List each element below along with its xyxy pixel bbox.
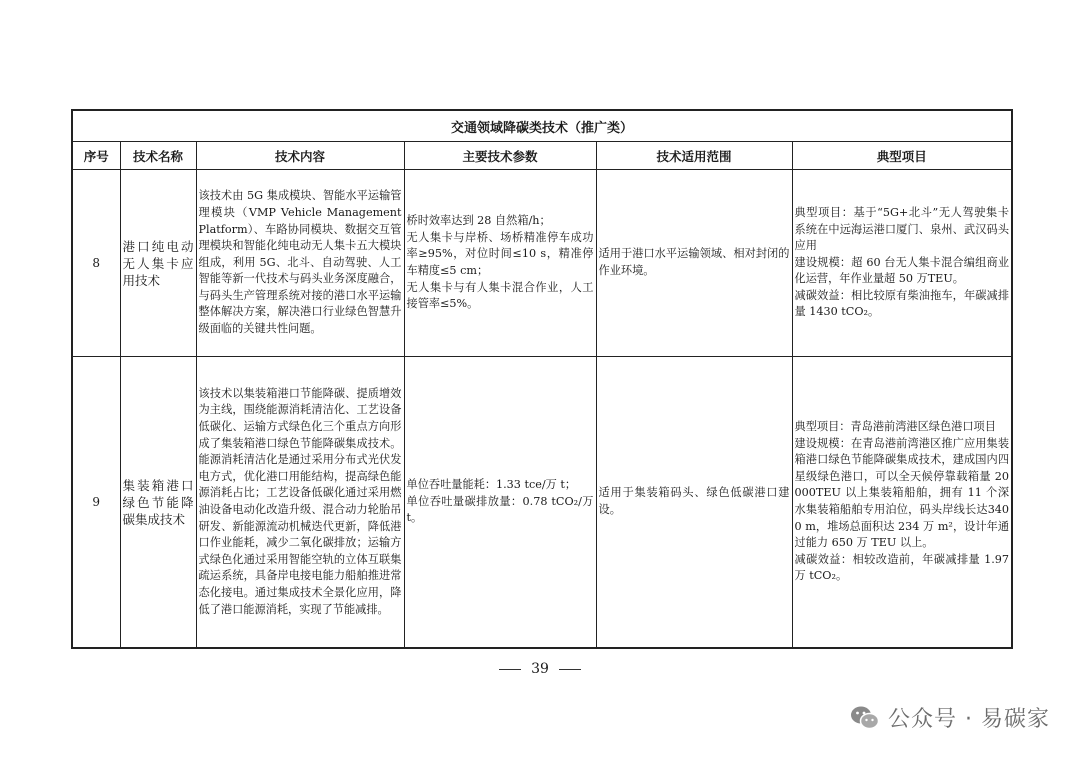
- dash-left: [499, 669, 521, 670]
- project-line: 建设规模：超 60 台无人集卡混合编组商业化运营，年作业量超 50 万TEU。: [794, 255, 1010, 286]
- project-line: 减碳效益：相比较原有柴油拖车，年碳减排量 1430 tCO₂。: [794, 288, 1010, 319]
- typical-project: [792, 357, 1012, 649]
- tech-scope: 适用于集装箱码头、绿色低碳港口建设。: [596, 357, 792, 649]
- header-scope: 技术适用范围: [596, 142, 792, 170]
- row-number: 8: [72, 170, 120, 357]
- param-line: 无人集卡与有人集卡混合作业，人工接管率≤5%。: [406, 280, 594, 311]
- tech-params: [404, 170, 596, 357]
- param-line: 单位吞吐量碳排放量：0.78 tCO₂/万 t。: [406, 494, 594, 525]
- header-content: 技术内容: [196, 142, 404, 170]
- tech-content: 该技术以集装箱港口节能降碳、提质增效为主线，围绕能源消耗清洁化、工艺设备低碳化、运输方式绿色化三个重点方向形成了集装箱港口绿色节能降碳集成技术。能源消耗清洁化是通过采用分布式光伏发电方式，优化港口用能结构，提高绿色能源消耗占比；工艺设备低碳化通过采用燃油设备电动化改造升级、混合动力轮胎吊研发、新能源流动机械迭代更新，降低港口作业能耗，减少二氧化碳排放；运输方式绿色化通过采用智能空轨的立体互联集疏运系统，具备岸电接电能力船舶推进常态化接电。通过集成技术全景化应用，降低了港口能源消耗，实现了节能减排。: [196, 357, 404, 649]
- project-line: 典型项目：基于“5G+北斗”无人驾驶集卡系统在中远海运港口厦门、泉州、武汉码头应用: [794, 205, 1010, 253]
- tech-name: 港口纯电动无人集卡应用技术: [120, 170, 196, 357]
- typical-project: [792, 170, 1012, 357]
- header-project: 典型项目: [792, 142, 1012, 170]
- param-line: 桥时效率达到 28 自然箱/h；: [406, 214, 551, 228]
- header-name: 技术名称: [120, 142, 196, 170]
- watermark-text: 公众号 · 易碳家: [888, 707, 1050, 732]
- row-number: 9: [72, 357, 120, 649]
- tech-params: [404, 357, 596, 649]
- dash-right: [559, 669, 581, 670]
- project-line: 典型项目：青岛港前湾港区绿色港口项目: [794, 420, 996, 434]
- page-number: [0, 661, 1080, 677]
- header-params: 主要技术参数: [404, 142, 596, 170]
- wechat-icon: [850, 705, 880, 731]
- tech-name: 集装箱港口绿色节能降碳集成技术: [120, 357, 196, 649]
- table-title: 交通领域降碳类技术（推广类）: [72, 110, 1012, 142]
- table-row: [72, 357, 1012, 649]
- technology-table: [71, 109, 1013, 649]
- table-title-row: [72, 110, 1012, 142]
- watermark: [850, 702, 1050, 733]
- table-header-row: [72, 142, 1012, 170]
- table-row: [72, 170, 1012, 357]
- tech-scope: 适用于港口水平运输领域、相对封闭的作业环境。: [596, 170, 792, 357]
- page-number-text: 39: [531, 661, 549, 677]
- project-line: 减碳效益：相较改造前，年碳减排量 1.97 万 tCO₂。: [794, 552, 1010, 583]
- project-line: 建设规模：在青岛港前湾港区推广应用集装箱港口绿色节能降碳集成技术，建成国内四星级绿色港口，可以全天候停靠载箱量 20000TEU 以上集装箱船舶，拥有 11 个深水集装箱船舶专用泊位，码头岸线长达3400 m，堆场总面积达 234 万 m²，设计年通过能力 650 万 TEU 以上。: [794, 436, 1010, 550]
- param-line: 单位吞吐量能耗：1.33 tce/万 t；: [406, 478, 577, 492]
- param-line: 无人集卡与岸桥、场桥精准停车成功率≥95%，对位时间≤10 s，精准停车精度≤5 cm；: [406, 230, 594, 277]
- header-no: 序号: [72, 142, 120, 170]
- tech-content: 该技术由 5G 集成模块、智能水平运输管理模块（VMP Vehicle Management Platform）、车路协同模块、数据交互管理模块和智能化纯电动无人集卡五大模块组成，利用 5G、北斗、自动驾驶、人工智能等新一代技术与码头业务深度融合，与码头生产管理系统对接的港口水平运输整体解决方案，解决港口行业绿色智慧升级面临的关键共性问题。: [196, 170, 404, 357]
